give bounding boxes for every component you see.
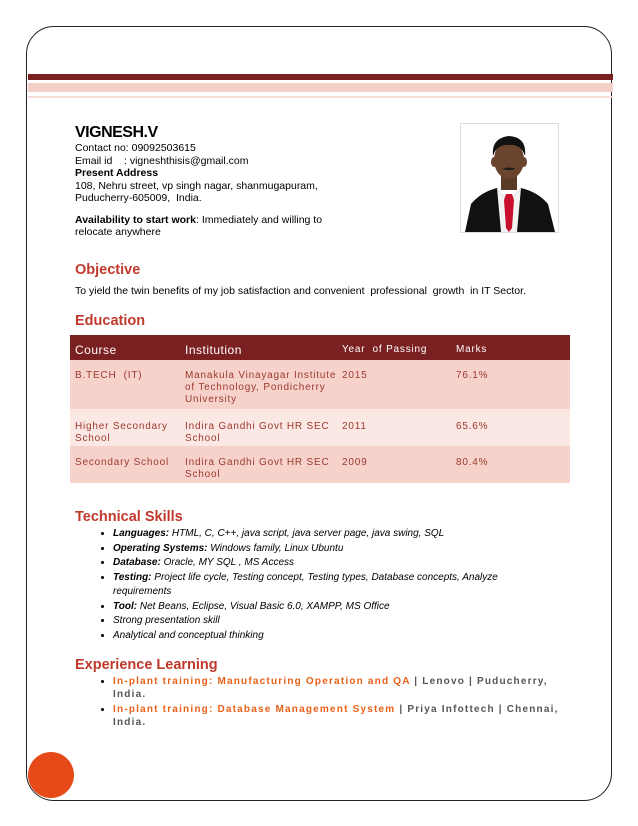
contact-phone: Contact no: 09092503615	[75, 142, 196, 154]
cell-course: B.TECH (IT)	[75, 370, 143, 381]
list-item: • Languages: HTML, C, C++, java script, java server page, java swing, SQL	[113, 527, 553, 542]
experience-title: In-plant training: Manufacturing Operation and QA	[113, 676, 411, 687]
list-item: • Database: Oracle, MY SQL , MS Access	[113, 556, 553, 571]
cell-course: Higher Secondary School	[75, 421, 168, 444]
list-item	[113, 675, 573, 701]
table-row	[70, 360, 570, 409]
experience-detail: | Priya Infottech | Chennai, India.	[113, 704, 559, 728]
cell-course: Secondary School	[75, 457, 169, 468]
skills-list	[95, 527, 553, 643]
availability-label: Availability to start work	[75, 213, 196, 226]
contact-block	[75, 142, 375, 239]
cell-institution: Manakula Vinayagar Institute of Technology, Pondicherry University	[185, 370, 337, 405]
education-table-header	[70, 335, 570, 360]
cell-year: 2015	[342, 370, 368, 381]
list-item: • Analytical and conceptual thinking	[113, 629, 553, 644]
header-course: Course	[75, 342, 117, 357]
cell-institution: Indira Gandhi Govt HR SEC School	[185, 457, 330, 480]
address-line-2: Puducherry-605009, India.	[75, 192, 202, 204]
cell-marks: 80.4%	[456, 457, 489, 468]
decorative-circle	[28, 752, 74, 798]
profile-photo	[460, 123, 559, 233]
skills-heading: Technical Skills	[75, 509, 183, 525]
address-line-1: 108, Nehru street, vp singh nagar, shanmugapuram,	[75, 179, 318, 192]
header-band-thin	[28, 96, 613, 98]
experience-heading: Experience Learning	[75, 657, 218, 673]
cell-year: 2009	[342, 457, 368, 468]
experience-title: In-plant training: Database Management System	[113, 704, 396, 715]
education-heading: Education	[75, 313, 146, 329]
contact-email: Email id : vigneshthisis@gmail.com	[75, 154, 249, 167]
table-row	[70, 409, 570, 446]
cell-marks: 65.6%	[456, 421, 489, 432]
address-label: Present Address	[75, 167, 159, 179]
experience-list	[95, 675, 573, 731]
list-item	[113, 703, 573, 729]
objective-heading: Objective	[75, 262, 141, 278]
cell-year: 2011	[342, 421, 367, 432]
cell-institution: Indira Gandhi Govt HR SEC School	[185, 421, 330, 444]
header-year: Year of Passing	[342, 344, 428, 355]
header-band-light	[28, 83, 613, 92]
education-table	[70, 335, 570, 483]
availability	[75, 214, 325, 239]
header-marks: Marks	[456, 344, 488, 355]
table-row	[70, 446, 570, 483]
list-item: • Tool: Net Beans, Eclipse, Visual Basic 6.0, XAMPP, MS Office	[113, 600, 553, 615]
cell-marks: 76.1%	[456, 370, 489, 381]
experience-detail: | Lenovo | Puducherry, India.	[113, 676, 548, 700]
availability-text: : Immediately and willing to relocate anywhere	[75, 213, 323, 238]
header-band-dark	[28, 74, 613, 80]
candidate-name: VIGNESH.V	[75, 124, 158, 141]
list-item: • Operating Systems: Windows family, Linux Ubuntu	[113, 542, 553, 557]
list-item: • Testing: Project life cycle, Testing concept, Testing types, Database concepts, Analyze requirements	[113, 571, 553, 600]
objective-text: To yield the twin benefits of my job satisfaction and convenient professional growth in IT Sector.	[75, 285, 526, 297]
header-institution: Institution	[185, 342, 242, 357]
list-item: • Strong presentation skill	[113, 614, 553, 629]
